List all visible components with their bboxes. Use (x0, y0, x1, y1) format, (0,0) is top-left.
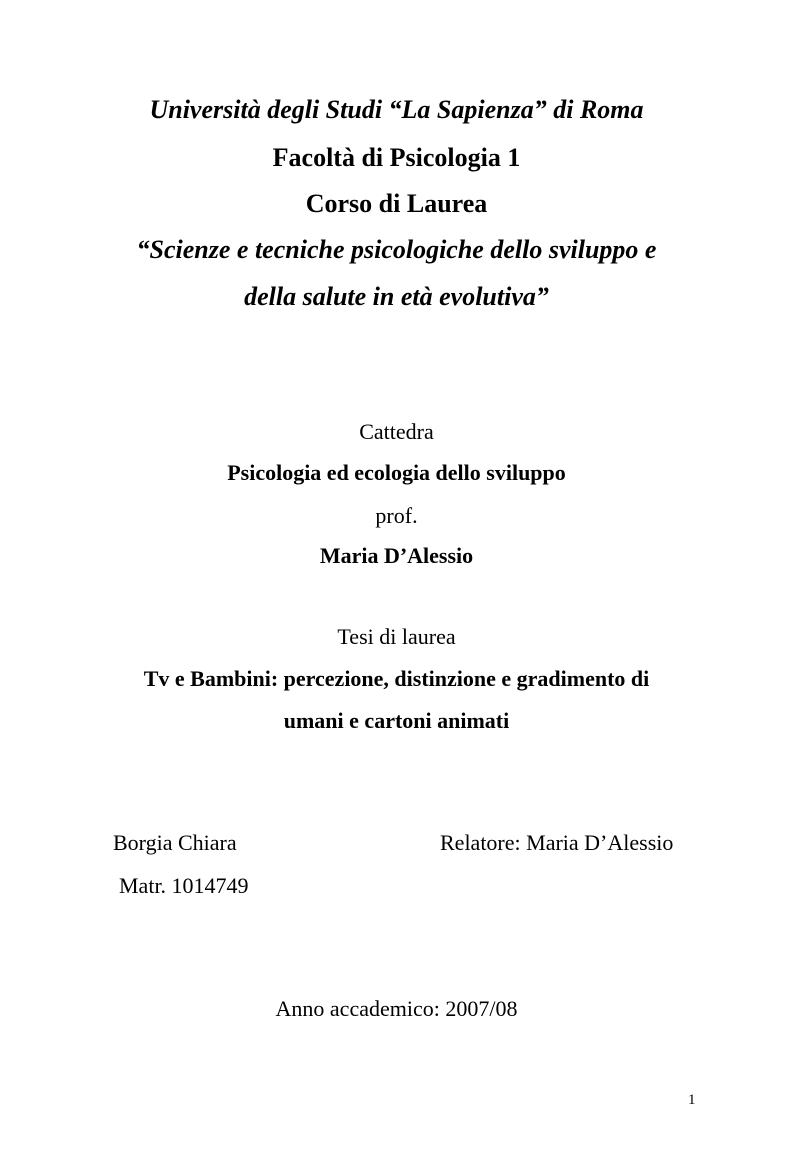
chair-label: Cattedra (359, 419, 434, 444)
course-name-line-2: della salute in età evolutiva” (244, 282, 549, 311)
thesis-title-line-2: umani e cartoni animati (283, 708, 510, 733)
course-label: Corso di Laurea (305, 189, 488, 218)
academic-year: Anno accademico: 2007/08 (275, 996, 518, 1021)
supervisor-name: Relatore: Maria D’Alessio (440, 830, 674, 855)
page-number: 1 (688, 1092, 696, 1108)
thesis-label: Tesi di laurea (337, 624, 456, 649)
course-name-line-1: “Scienze e tecniche psicologiche dello sviluppo e (136, 235, 657, 264)
chair-subject: Psicologia ed ecologia dello sviluppo (227, 460, 566, 485)
student-name: Borgia Chiara (113, 830, 237, 855)
faculty-name: Facoltà di Psicologia 1 (272, 143, 521, 172)
professor-name: Maria D’Alessio (319, 543, 474, 568)
student-id: Matr. 1014749 (119, 873, 249, 898)
thesis-title-line-1: Tv e Bambini: percezione, distinzione e gradimento di (143, 666, 650, 691)
professor-label: prof. (375, 503, 418, 528)
university-name: Università degli Studi “La Sapienza” di Roma (149, 95, 644, 124)
